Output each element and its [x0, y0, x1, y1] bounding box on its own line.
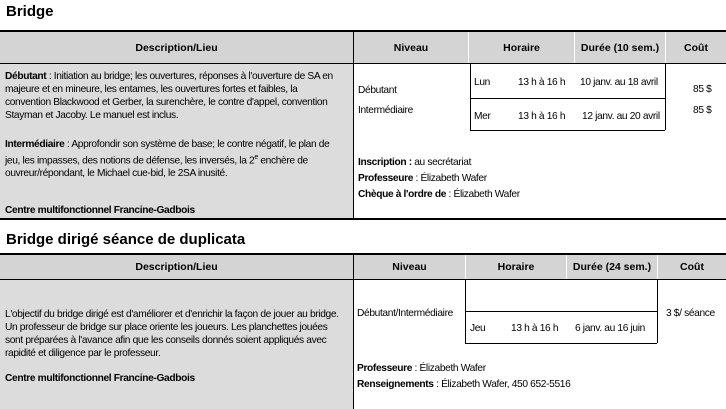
niveau-debutant: Débutant	[358, 85, 397, 96]
renseignements-info: Renseignements : Élizabeth Wafer, 450 652-5516	[357, 379, 571, 390]
header-description: Description/Lieu	[0, 32, 353, 63]
row3-heures: 13 h à 16 h	[511, 323, 559, 334]
section1-title: Bridge	[6, 3, 54, 20]
inscription-info: Inscription : au secrétariat	[358, 157, 472, 168]
row2-heures: 13 h à 16 h	[518, 111, 566, 122]
intermediaire-description: Intermédiaire : Approfondir son système de base; le contre négatif, le plan de jeu, les impasses, des notions de défense, les inversés, la 2e enchère de ouvreur/répondant, le Michael cue-bid, le 2SA inusité.	[5, 139, 330, 180]
row2-jour: Mer	[474, 111, 491, 122]
section2-title: Bridge dirigé séance de duplicata	[6, 231, 246, 248]
cheque-info: Chèque à l'ordre de : Élizabeth Wafer	[358, 189, 520, 200]
header-horaire: Horaire	[469, 32, 574, 63]
niveau2-value: Débutant/Intermédiaire	[357, 308, 453, 319]
header2-cout: Coût	[658, 255, 726, 279]
lieu2-label: Centre multifonctionnel Francine-Gadbois	[5, 373, 195, 384]
professeur2-info: Professeure : Élizabeth Wafer	[357, 363, 486, 374]
header2-horaire: Horaire	[466, 255, 566, 279]
header-duree: Durée (10 sem.)	[575, 32, 665, 63]
header2-duree: Durée (24 sem.)	[567, 255, 657, 279]
row3-duree: 6 janv. au 16 juin	[575, 323, 645, 334]
header-niveau: Niveau	[354, 32, 468, 63]
row2-duree: 12 janv. au 20 avril	[582, 111, 660, 122]
row1-heures: 13 h à 16 h	[518, 77, 566, 88]
header-cout: Coût	[666, 32, 726, 63]
cout2-value: 3 $/ séance	[666, 308, 715, 319]
row2-cout: 85 $	[693, 105, 712, 116]
row1-duree: 10 janv. au 18 avril	[580, 77, 658, 88]
header2-description: Description/Lieu	[0, 255, 353, 279]
row1-jour: Lun	[474, 77, 490, 88]
niveau-intermediaire: Intermédiaire	[358, 105, 413, 116]
lieu-label: Centre multifonctionnel Francine-Gadbois	[5, 205, 195, 216]
debutant-description: Débutant : Initiation au bridge; les ouvertures, réponses à l'ouverture de SA en majeure et en mineure, les entames, les ouvertures fortes et faibles, la convention Blackwood et Gerber, la surenchère, le contre d'appel, convention Stayman et Jacoby. Le manuel est inclus.	[5, 71, 333, 121]
header2-niveau: Niveau	[354, 255, 465, 279]
row1-cout: 85 $	[693, 84, 712, 95]
duplicata-description: L'objectif du bridge dirigé est d'améliorer et d'enrichir la façon de jouer au bridge. Un professeur de bridge sur place oriente les joueurs. Les planchettes jouées sont préparées à l'avance afin que les conseils donnés soient appliqués avec rapidité et diligence par le professeur.	[5, 309, 339, 359]
professeur-info: Professeure : Élizabeth Wafer	[358, 173, 487, 184]
row3-jour: Jeu	[470, 323, 486, 334]
